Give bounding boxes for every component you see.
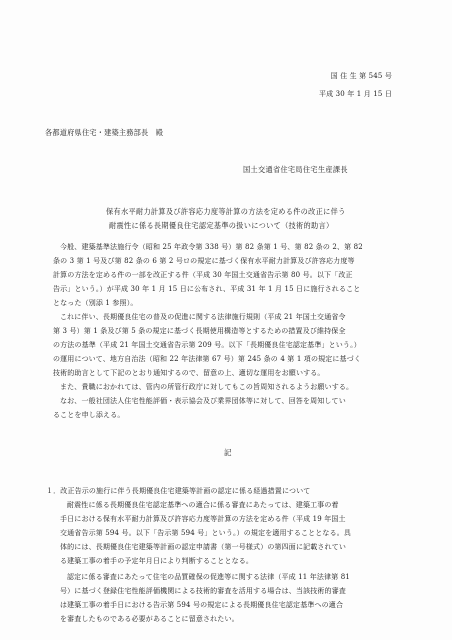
section-1-heading: １．改正告示の施行に伴う長期優良住宅建築等計画の認定に係る経過措置について [46, 487, 311, 495]
body-paragraph-3-line: また、貴職におかれては、管内の所管行政庁に対してもこの旨周知されるようお願いする。 [60, 383, 354, 391]
body-paragraph-4-line: ることを申し添える。 [53, 411, 125, 419]
document-number: 国 住 生 第 545 号 [330, 72, 392, 80]
section-1-paragraph-2-line: 号）に基づく登録住宅性能評価機関による技術的審査を活用する場合は、当該技術的審査 [60, 587, 346, 595]
section-1-paragraph-2-line: を審査したものである必要があることに留意されたい。 [60, 615, 239, 623]
document-date: 平成 30 年 1 月 15 日 [318, 90, 392, 98]
section-1-paragraph-2-line: 認定に係る審査にあたって住宅の品質確保の促進等に関する法律（平成 11 年法律第 81 [67, 573, 350, 581]
section-1-paragraph-1-line: る建築工事の着手の予定年月日により判断することとなる。 [60, 557, 254, 565]
body-paragraph-2-line: 第 3 号）第 1 条及び第 5 条の規定に基づく長期使用構造等とするための措置及び維持保全 [53, 327, 346, 335]
document-title-line-2: 耐震性に係る長期優良住宅認定基準の扱いについて（技術的助言） [109, 221, 334, 230]
section-1-paragraph-1-line: 耐震性に係る長期優良住宅認定基準への適合に係る審査にあたっては、建築工事の着 [67, 501, 339, 509]
body-paragraph-2-line: の方法の基準（平成 21 年国土交通省告示第 209 号。以下「長期優良住宅認定基準」という。） [53, 341, 361, 349]
body-paragraph-2-line: の運用について、地方自治法（昭和 22 年法律第 67 号）第 245 条の 4 第 1 項の規定に基づく [53, 355, 362, 363]
section-1-paragraph-1-line: 手日における保有水平耐力計算及び許容応力度等計算の方法を定める件（平成 19 年国土 [60, 515, 346, 523]
ki-marker: 記 [224, 448, 232, 457]
body-paragraph-1-line: 告示」という。）が平成 30 年 1 月 15 日に公布され、平成 31 年 1 月 15 日に施行されること [53, 285, 361, 293]
recipient-line: 各都道府県住宅・建築主務部長 殿 [45, 128, 164, 137]
section-1-paragraph-2-line: は建築工事の着手日における告示第 594 号の規定による長期優良住宅認定基準への適合 [60, 601, 344, 609]
body-paragraph-1-line: となった（別添 1 参照）。 [53, 299, 138, 307]
section-1-paragraph-1-line: 交通省告示第 594 号。以下「告示第 594 号」という。）の規定を適用することとなる。具 [60, 529, 352, 537]
sender-line: 国土交通省住宅局住宅生産課長 [243, 165, 348, 174]
body-paragraph-2-line: これに伴い、長期優良住宅の普及の促進に関する法律施行規則（平成 21 年国土交通省令 [60, 313, 346, 321]
body-paragraph-1-line: 計算の方法を定める件の一部を改正する件（平成 30 年国土交通省告示第 80 号。以下「改正 [53, 271, 353, 279]
body-paragraph-4-line: なお、一般社団法人住宅性能評価・表示協会及び業界団体等に対して、回答を周知してい [60, 397, 346, 405]
document-title-line-1: 保有水平耐力計算及び許容応力度等計算の方法を定める件の改正に伴う [106, 207, 346, 216]
body-paragraph-1-line: 今般、建築基準法施行令（昭和 25 年政令第 338 号）第 82 条第 1 号、第 82 条の 2、第 82 [60, 243, 363, 251]
body-paragraph-1-line: 条の 3 第 1 号及び第 82 条の 6 第 2 号ロの規定に基づく保有水平耐力計算及び許容応力度等 [53, 257, 355, 265]
body-paragraph-2-line: 技術的助言として下記のとおり通知するので、留意の上、適切な運用をお願いする。 [53, 369, 325, 377]
section-1-paragraph-1-line: 体的には、長期優良住宅建築等計画の認定申請書（第一号様式）の第四面に記載されてい [60, 543, 346, 551]
